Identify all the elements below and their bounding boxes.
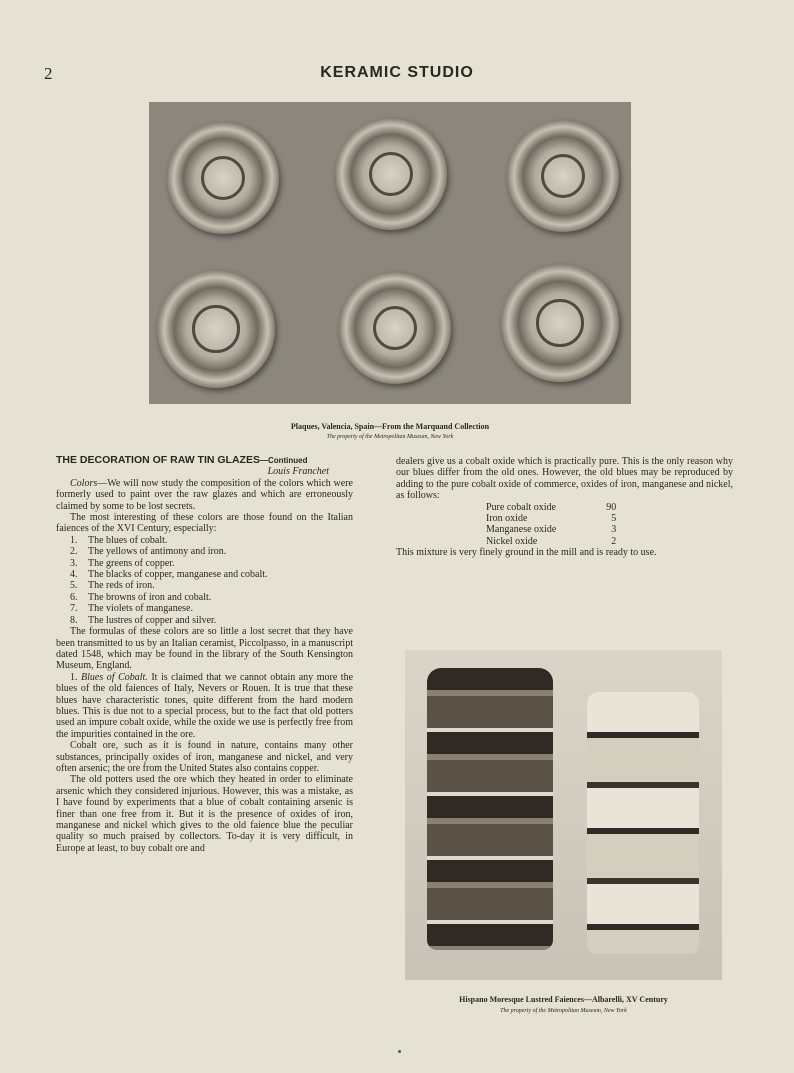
plate-5 [339, 272, 451, 384]
list-item: 7. The violets of manganese. [70, 603, 193, 615]
jars-caption: Hispano Moresque Lustred Faiences—Albarelli, XV Century [459, 995, 668, 1004]
plates-photo [149, 102, 631, 404]
paragraph-formulas: The formulas of these colors are so little a lost secret that they have been transmitted to us by an Italian ceramist, Piccolpasso, in a manuscript dated 1548, which may be found in the library of the South Kensington Museum, England. [56, 626, 353, 672]
jars-credit: The property of the Metropolitan Museum, New York [500, 1008, 627, 1014]
paragraph-blues: 1. Blues of Cobalt. It is claimed that we cannot obtain any more the blues of the old faiences of Italy, Nevers or Rouen. It is true that these blues have characteristic tones, quite different from the hard modern blues. This is due not to a special process, but to the fact that old potters used an impure cobalt oxide, while the oxide we use is perfectly free from the impurities contained in the ore. [56, 671, 354, 740]
plate-4 [157, 270, 275, 388]
left-column [56, 455, 353, 854]
albarello-left [427, 668, 553, 950]
list-item: 5. The reds of iron. [70, 580, 155, 592]
paragraph-old-potters: The old potters used the ore which they heated in order to eliminate arsenic which they considered injurious. However, this was a mistake, as I have found by experiments that a blue of cobalt containing arsenic is finer than one free from it. But it is the presence of oxides of iron, manganese and nickel which gives to the old faience blue the peculiar quality so much praised by collectors. To-day it is very difficult, in Europe at least, to buy cobalt ore and [56, 774, 353, 854]
table-row: Nickel oxide 2 [486, 535, 617, 547]
paragraph-intro: The most interesting of these colors are those found on the Italian faiences of the XVI Century, especially: [56, 512, 353, 535]
table-row: Iron oxide 5 [486, 513, 617, 525]
plate-6 [501, 264, 619, 382]
paragraph-dealers: dealers give us a cobalt oxide which is practically pure. This is the only reason why our blues differ from the old ones. However, the old blues may be reproduced by adding to the pure cobalt oxide of commerce, oxides of iron, manganese and nickel, as follows: [396, 456, 733, 502]
list-item: 2. The yellows of antimony and iron. [70, 546, 227, 558]
plates-credit: The property of the Metropolitan Museum, New York [326, 434, 454, 440]
table-row: Manganese oxide 3 [486, 524, 617, 536]
plate-3 [507, 120, 619, 232]
page-dot [398, 1050, 401, 1053]
article-title: THE DECORATION OF RAW TIN GLAZES—Continued [56, 454, 308, 466]
jars-photo [405, 650, 722, 980]
page-number: 2 [44, 64, 53, 83]
plate-1 [167, 122, 279, 234]
right-column [396, 456, 733, 559]
plate-2 [335, 118, 447, 230]
article-author: Louis Franchet [267, 466, 329, 478]
paragraph-cobalt-ore: Cobalt ore, such as it is found in nature, contains many other substances, principally oxides of iron, manganese and nickel, and very often arsenic; the ore from the United States also contains copper. [56, 740, 353, 774]
list-item: 1. The blues of cobalt. [70, 534, 168, 546]
plates-caption: Plaques, Valencia, Spain—From the Marquand Collection [290, 422, 490, 431]
list-item: 4. The blacks of copper, manganese and cobalt. [70, 569, 268, 581]
albarello-right [587, 692, 699, 954]
color-list [56, 535, 353, 626]
list-item: 8. The lustres of copper and silver. [70, 614, 217, 626]
table-row: Pure cobalt oxide 90 [486, 501, 617, 513]
paragraph-mixture: This mixture is very finely ground in the mill and is ready to use. [396, 547, 657, 559]
running-title: KERAMIC STUDIO [320, 64, 474, 81]
list-item: 6. The browns of iron and cobalt. [70, 591, 212, 603]
paragraph-colors: Colors—We will now study the composition of the colors which were formerly used to paint over the raw glazes and which are erroneously claimed by some to be lost secrets. [56, 477, 353, 512]
formula-table [486, 502, 616, 548]
list-item: 3. The greens of copper. [70, 557, 175, 569]
